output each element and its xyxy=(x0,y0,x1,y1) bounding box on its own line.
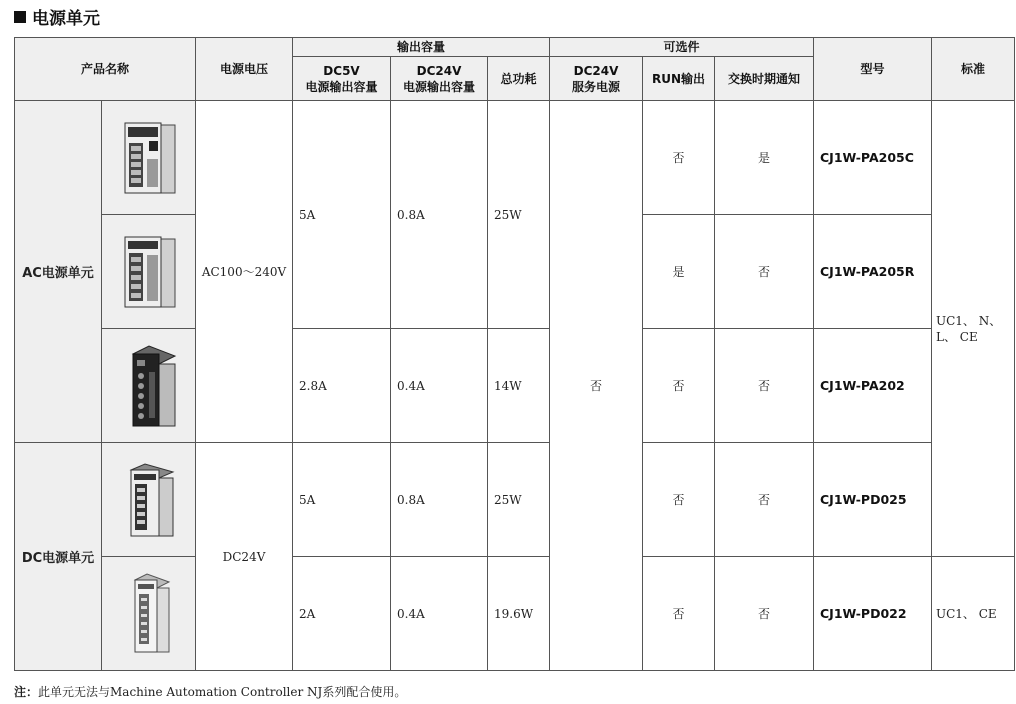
header-model: 型号 xyxy=(814,38,932,101)
header-dc24v-line1: DC24V xyxy=(416,63,462,78)
header-product-name: 产品名称 xyxy=(15,38,196,101)
model-value: CJ1W-PA205C xyxy=(814,101,932,215)
power-unit-image xyxy=(119,572,179,656)
voltage-dc: DC24V xyxy=(196,443,293,671)
model-value: CJ1W-PD025 xyxy=(814,443,932,557)
dc24v-value: 0.8A xyxy=(391,101,488,329)
service-power-value: 否 xyxy=(550,101,643,671)
section-title-text: 电源单元 xyxy=(32,9,100,29)
header-dc5v-line2: 电源输出容量 xyxy=(305,79,378,94)
category-ac: AC电源单元 xyxy=(15,101,102,443)
header-dc24v xyxy=(391,57,488,101)
power-unit-image xyxy=(119,119,179,197)
header-total-power: 总功耗 xyxy=(488,57,550,101)
square-bullet-icon xyxy=(14,11,26,23)
header-service-power xyxy=(550,57,643,101)
power-unit-image xyxy=(119,233,179,311)
power-value: 25W xyxy=(488,101,550,329)
dc24v-value: 0.8A xyxy=(391,443,488,557)
product-image-pd025 xyxy=(102,443,196,557)
notice-value: 是 xyxy=(715,101,814,215)
table-row xyxy=(15,329,1015,443)
model-value: CJ1W-PA205R xyxy=(814,215,932,329)
dc5v-value: 5A xyxy=(293,101,391,329)
notice-value: 否 xyxy=(715,557,814,671)
footnote-text: 此单元无法与Machine Automation Controller NJ系列配合使用。 xyxy=(38,685,407,699)
standard-line1: UC1、 N、 xyxy=(936,313,1002,328)
run-output-value: 否 xyxy=(643,557,715,671)
header-service-line1: DC24V xyxy=(573,63,619,78)
power-value: 14W xyxy=(488,329,550,443)
header-optional: 可选件 xyxy=(550,38,814,57)
dc5v-value: 2.8A xyxy=(293,329,391,443)
header-run-output: RUN输出 xyxy=(643,57,715,101)
run-output-value: 否 xyxy=(643,443,715,557)
notice-value: 否 xyxy=(715,215,814,329)
section-title xyxy=(14,4,100,29)
product-image-pa205c xyxy=(102,101,196,215)
run-output-value: 否 xyxy=(643,329,715,443)
footnote-label: 注： xyxy=(14,685,39,699)
product-image-pd022 xyxy=(102,557,196,671)
product-image-pa205r xyxy=(102,215,196,329)
header-replace-notice: 交换时期通知 xyxy=(715,57,814,101)
notice-value: 否 xyxy=(715,329,814,443)
header-voltage: 电源电压 xyxy=(196,38,293,101)
standard-value-pd022: UC1、 CE xyxy=(932,557,1015,671)
power-unit-image xyxy=(119,344,179,428)
header-dc5v xyxy=(293,57,391,101)
standard-line2: L、 CE xyxy=(936,329,978,344)
header-dc5v-line1: DC5V xyxy=(323,63,360,78)
standard-value-main xyxy=(932,101,1015,557)
table-row xyxy=(15,557,1015,671)
voltage-ac: AC100～240V xyxy=(196,101,293,443)
power-value: 25W xyxy=(488,443,550,557)
power-unit-image xyxy=(119,460,179,540)
dc24v-value: 0.4A xyxy=(391,557,488,671)
dc5v-value: 2A xyxy=(293,557,391,671)
dc5v-value: 5A xyxy=(293,443,391,557)
footnote xyxy=(14,683,406,700)
header-dc24v-line2: 电源输出容量 xyxy=(402,79,475,94)
product-image-pa202 xyxy=(102,329,196,443)
header-service-line2: 服务电源 xyxy=(571,79,620,94)
header-output-capacity: 输出容量 xyxy=(293,38,550,57)
run-output-value: 否 xyxy=(643,101,715,215)
table-row xyxy=(15,101,1015,215)
notice-value: 否 xyxy=(715,443,814,557)
model-value: CJ1W-PA202 xyxy=(814,329,932,443)
header-standard: 标准 xyxy=(932,38,1015,101)
power-unit-spec-table xyxy=(14,37,1015,671)
power-value: 19.6W xyxy=(488,557,550,671)
category-dc: DC电源单元 xyxy=(15,443,102,671)
run-output-value: 是 xyxy=(643,215,715,329)
model-value: CJ1W-PD022 xyxy=(814,557,932,671)
dc24v-value: 0.4A xyxy=(391,329,488,443)
table-row xyxy=(15,443,1015,557)
